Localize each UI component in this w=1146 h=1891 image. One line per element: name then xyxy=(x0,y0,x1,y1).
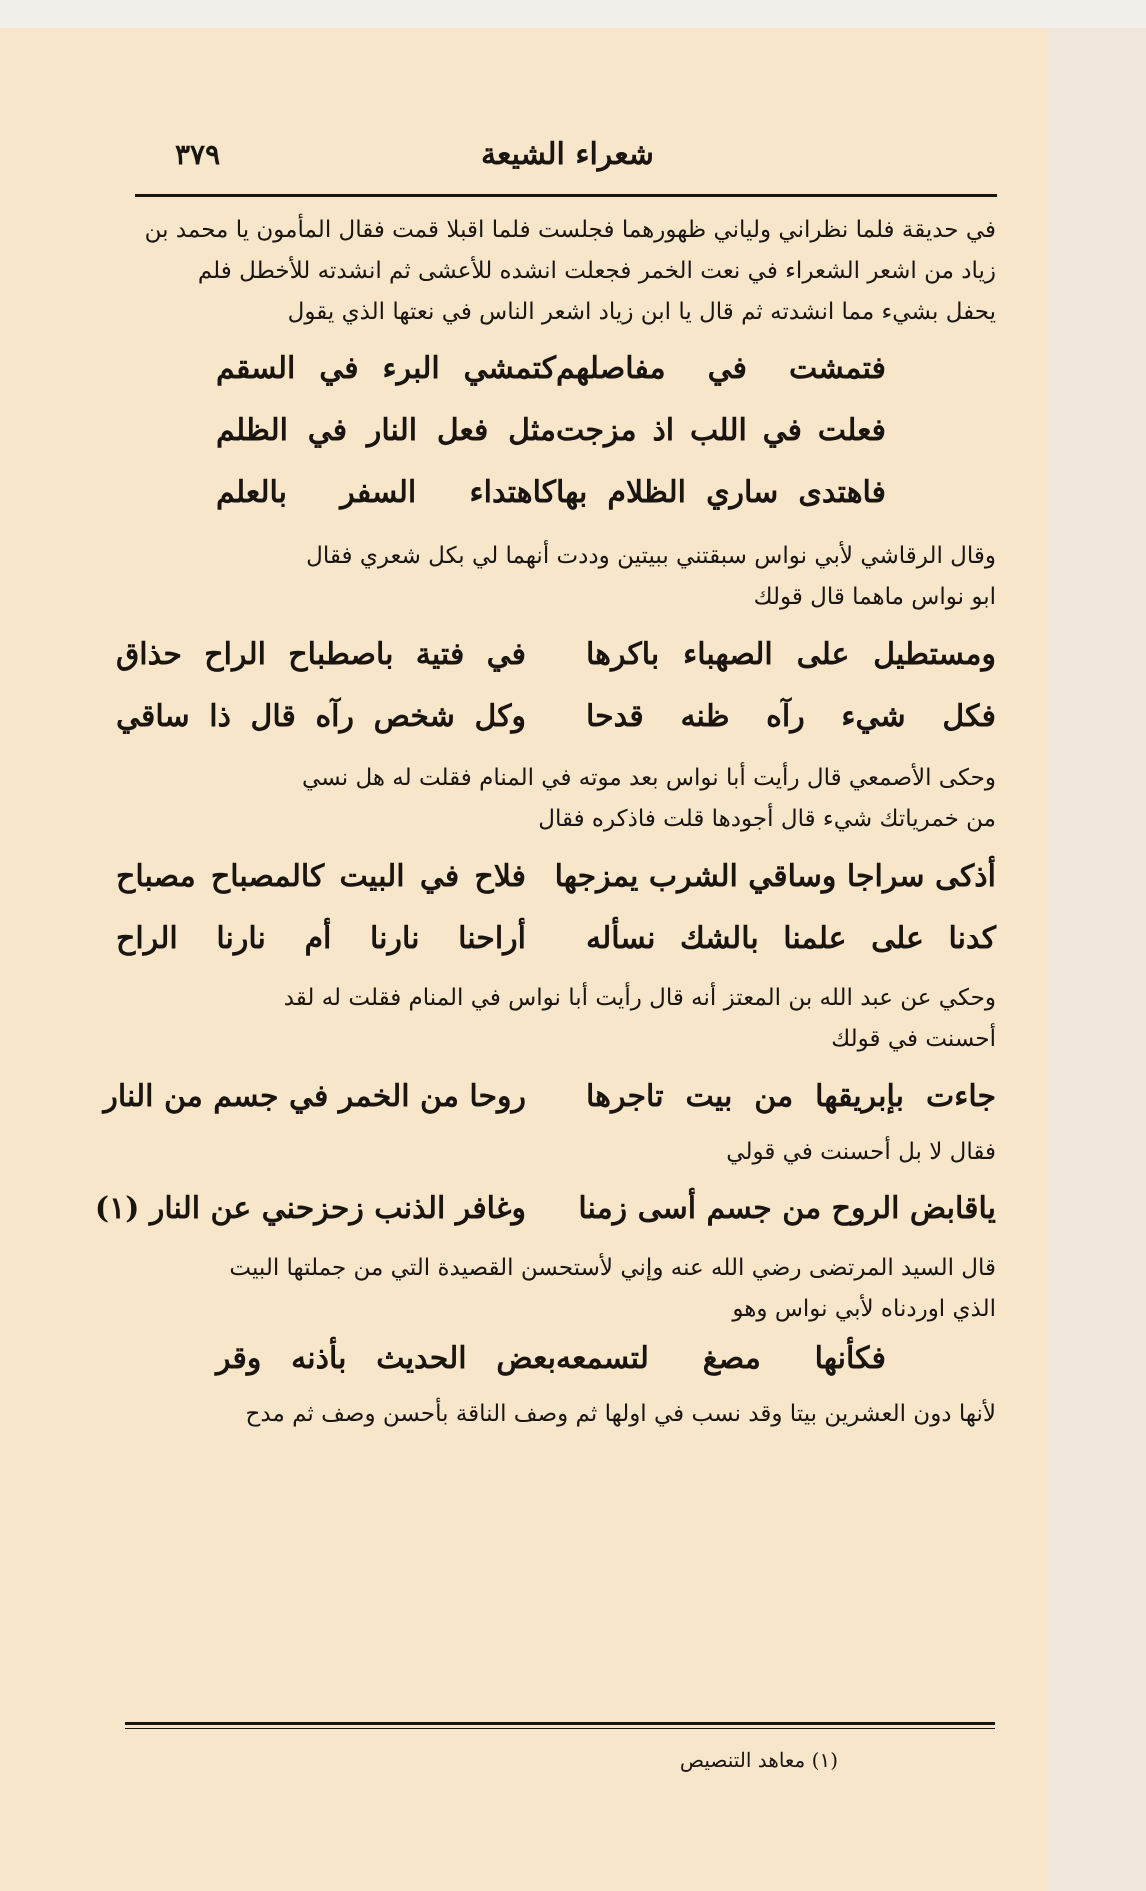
prose-line: فقال لا بل أحسنت في قولي xyxy=(726,1139,996,1165)
verse-line xyxy=(116,400,996,462)
verse-first-hemistich: كدنا على علمنا بالشك نسأله xyxy=(586,921,996,956)
verse-line xyxy=(116,908,996,970)
prose-line: وحكى الأصمعي قال رأيت أبا نواس بعد موته في المنام فقلت له هل نسي xyxy=(302,765,996,791)
prose-line: في حديقة فلما نظراني ولياني ظهورهما فجلست فلما اقبلا قمت فقال المأمون يا محمد بن xyxy=(144,217,996,243)
verse-first-hemistich: فكأنها مصغ لتسمعه xyxy=(556,1341,886,1376)
prose-line: أحسنت في قولك xyxy=(831,1026,996,1052)
prose-line: قال السيد المرتضى رضي الله عنه وإني لأستحسن القصيدة التي من جملتها البيت xyxy=(229,1255,996,1281)
verse-second-hemistich: في فتية باصطباح الراح حذاق xyxy=(116,637,526,672)
prose-paragraph xyxy=(116,1394,996,1435)
verse-line xyxy=(94,1178,996,1240)
verse-second-hemistich: مثل فعل النار في الظلم xyxy=(216,413,556,448)
prose-line: يحفل بشيء مما انشدته ثم قال يا ابن زياد اشعر الناس في نعتها الذي يقول xyxy=(287,299,996,325)
page-header xyxy=(135,130,1000,180)
prose-line: وحكي عن عبد الله بن المعتز أنه قال رأيت أبا نواس في المنام فقلت له لقد xyxy=(283,985,996,1011)
prose-paragraph xyxy=(116,210,996,333)
prose-line: لأنها دون العشرين بيتا وقد نسب في اولها ثم وصف الناقة بأحسن وصف ثم مدح xyxy=(245,1401,996,1427)
prose-paragraph xyxy=(116,758,996,840)
verse-second-hemistich: فلاح في البيت كالمصباح مصباح xyxy=(116,859,526,894)
prose-paragraph xyxy=(116,1248,996,1330)
verse-first-hemistich: فاهتدى ساري الظلام بها xyxy=(556,475,886,510)
verse-first-hemistich: ياقابض الروح من جسم أسى زمنا xyxy=(578,1191,996,1226)
prose-line: الذي اوردناه لأبي نواس وهو xyxy=(732,1296,996,1322)
verse-first-hemistich: فعلت في اللب اذ مزجت xyxy=(556,413,886,448)
verse-line xyxy=(116,846,996,908)
verse-second-hemistich: وغافر الذنب زحزحني عن النار (١) xyxy=(94,1191,526,1226)
verse-second-hemistich: بعض الحديث بأذنه وقر xyxy=(216,1341,556,1376)
verse-second-hemistich: كتمشي البرء في السقم xyxy=(216,351,556,386)
scan-right-edge xyxy=(1048,28,1146,1891)
footnote-rule-thin xyxy=(125,1728,995,1729)
verse-first-hemistich: ومستطيل على الصهباء باكرها xyxy=(586,637,996,672)
verse-first-hemistich: أذكى سراجا وساقي الشرب يمزجها xyxy=(554,859,996,894)
prose-paragraph xyxy=(116,1132,996,1173)
verse-first-hemistich: فتمشت في مفاصلهم xyxy=(556,351,886,386)
page-number: ٣٧٩ xyxy=(175,138,221,171)
book-page xyxy=(0,28,1048,1891)
prose-line: ابو نواس ماهما قال قولك xyxy=(753,584,996,610)
footnote: (١) معاهد التنصيص xyxy=(679,1748,838,1772)
prose-line: وقال الرقاشي لأبي نواس سبقتني ببيتين وددت أنهما لي بكل شعري فقال xyxy=(306,543,996,569)
verse-first-hemistich: فكل شيء رآه ظنه قدحا xyxy=(586,699,996,734)
verse-line xyxy=(116,338,996,400)
verse-second-hemistich: أراحنا نارنا أم نارنا الراح xyxy=(116,921,526,956)
verse-first-hemistich: جاءت بإبريقها من بيت تاجرها xyxy=(586,1079,996,1114)
prose-paragraph xyxy=(116,536,996,618)
prose-paragraph xyxy=(116,978,996,1060)
prose-line: من خمرياتك شيء قال أجودها قلت فاذكره فقال xyxy=(538,806,996,832)
verse-line xyxy=(103,1066,996,1128)
verse-line xyxy=(116,462,996,524)
footnote-rule xyxy=(125,1722,995,1725)
verse-line xyxy=(116,1328,996,1390)
verse-line xyxy=(116,686,996,748)
header-rule xyxy=(135,194,997,197)
prose-line: زياد من اشعر الشعراء في نعت الخمر فجعلت انشده للأعشى ثم انشدته للأخطل فلم xyxy=(197,258,996,284)
page-title: شعراء الشيعة xyxy=(481,137,654,172)
verse-line xyxy=(116,624,996,686)
verse-second-hemistich: وكل شخص رآه قال ذا ساقي xyxy=(116,699,526,734)
verse-second-hemistich: روحا من الخمر في جسم من النار xyxy=(103,1079,526,1114)
verse-second-hemistich: كاهتداء السفر بالعلم xyxy=(216,475,556,510)
